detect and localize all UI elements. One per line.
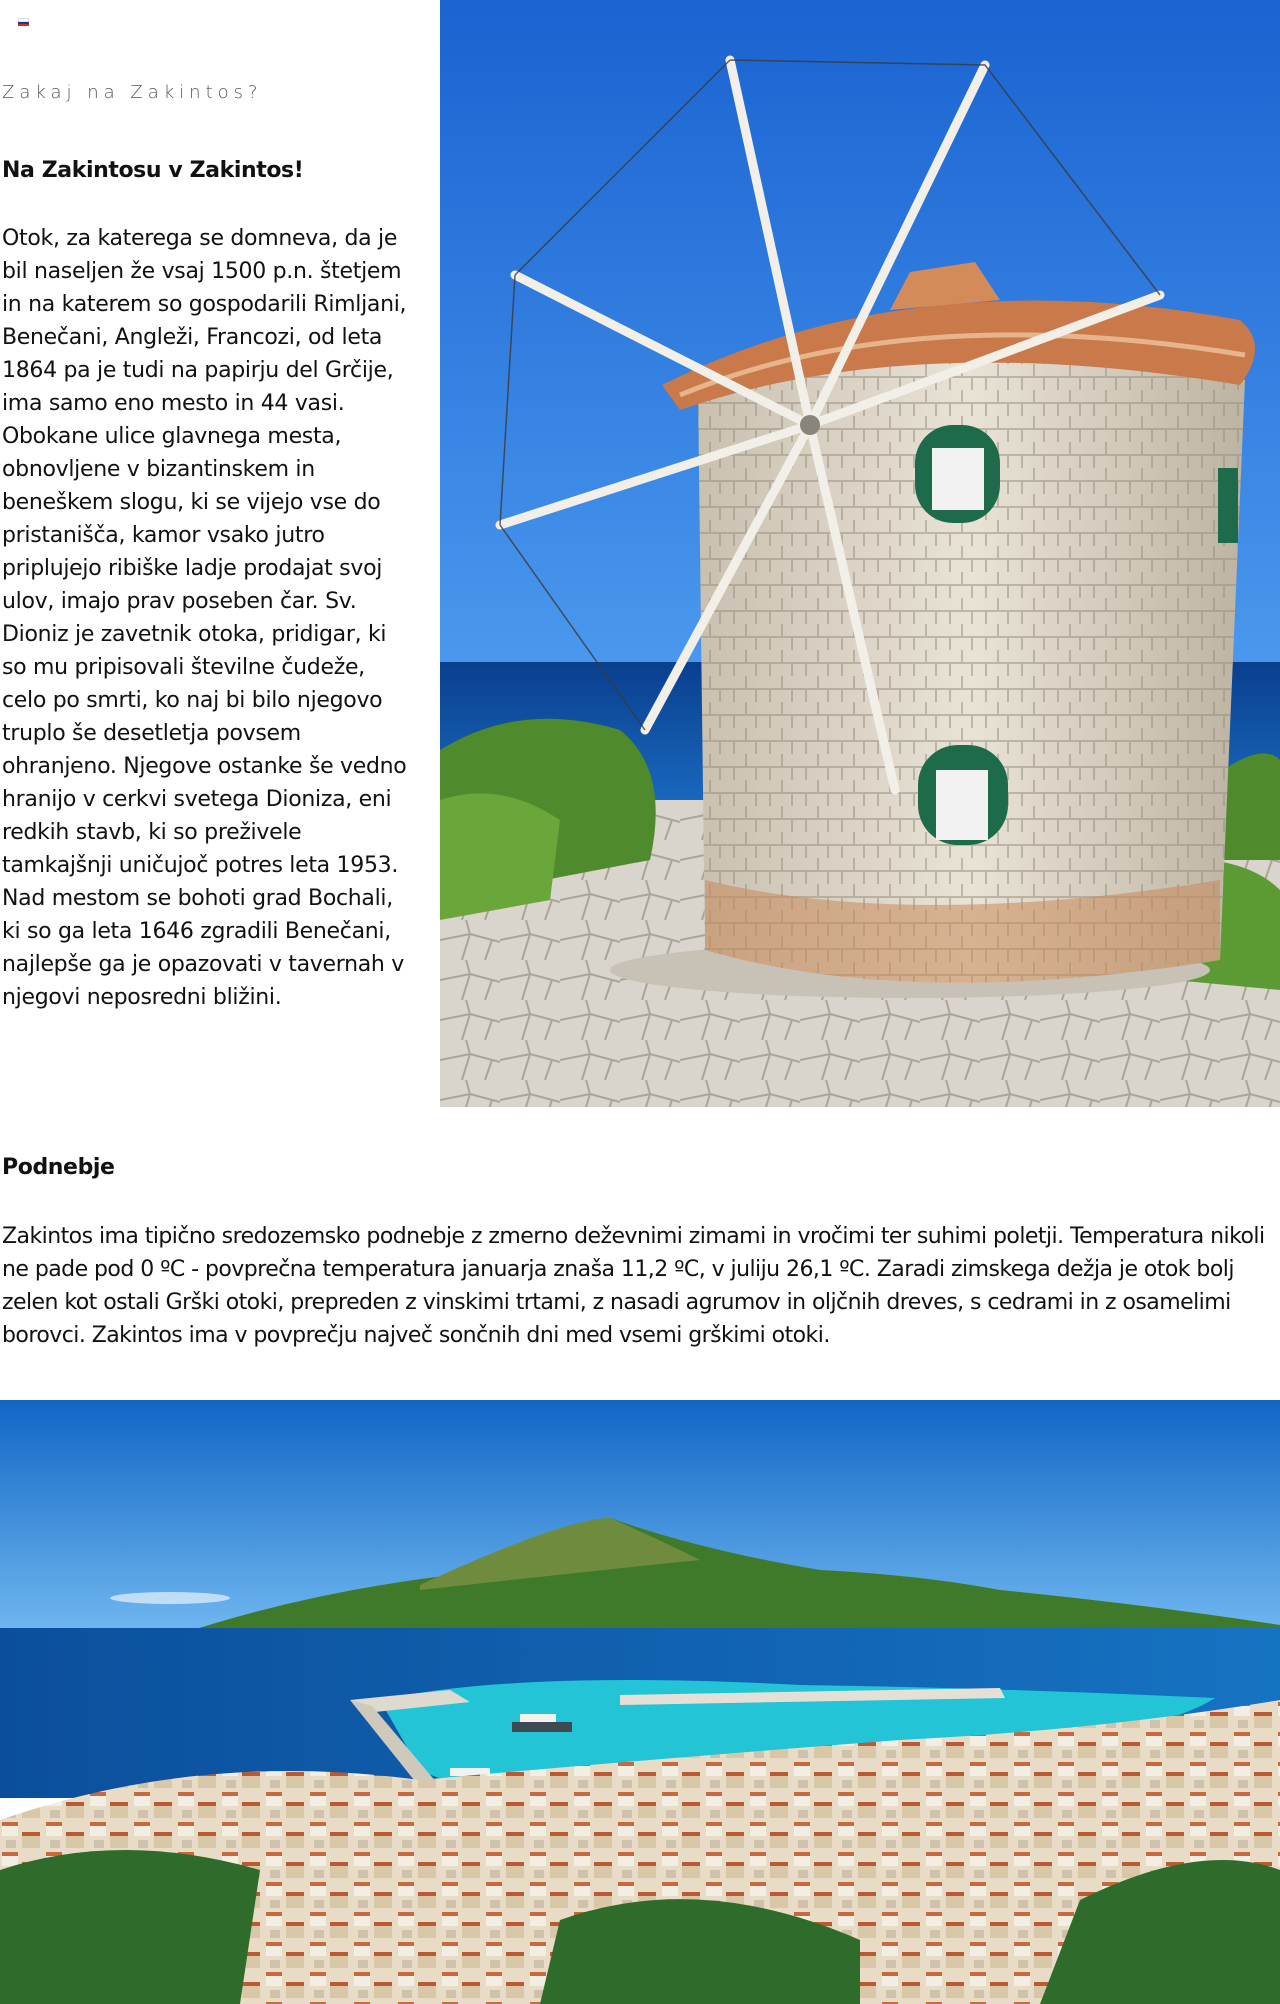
slovenian-flag-icon[interactable] xyxy=(18,18,29,26)
section-eyebrow: Zakaj na Zakintos? xyxy=(2,82,263,103)
harbor-photo xyxy=(0,1400,1280,2004)
harbor-illustration xyxy=(0,1400,1280,2004)
section-title: Na Zakintosu v Zakintos! xyxy=(2,158,304,183)
climate-title: Podnebje xyxy=(2,1155,115,1180)
windmill-illustration xyxy=(440,0,1280,1107)
climate-paragraph: Zakintos ima tipično sredozemsko podnebje z zmerno deževnimi zimami in vročimi ter suhimi poletji. Temperatura nikoli ne pade pod 0 ºC - povprečna temperatura januarja znaša 11,2 ºC, v juliju 26,1 ºC. Zaradi zimskega dežja je otok bolj zelen kot ostali Grški otoki, prepreden z vinskimi trtami, z nasadi agrumov in oljčnih dreves, s cedrami in z osamelimi borovci. Zakintos ima v povprečju največ sončnih dni med vsemi grškimi otoki. xyxy=(2,1224,1265,1348)
intro-paragraph: Otok, za katerega se domneva, da je bil naseljen že vsaj 1500 p.n. štetjem in na katerem so gospodarili Rimljani, Benečani, Angleži, Francozi, od leta 1864 pa je tudi na papirju del Grčije, ima samo eno mesto in 44 vasi. Obokane ulice glavnega mesta, obnovljene v bizantinskem in beneškem slogu, ki se vijejo vse do pristanišča, kamor vsako jutro priplujejo ribiške ladje prodajat svoj ulov, imajo prav poseben čar. Sv. Dioniz je zavetnik otoka, pridigar, ki so mu pripisovali številne čudeže, celo po smrti, ko naj bi bilo njegovo truplo še desetletja povsem ohranjeno. Njegove ostanke še vedno hranijo v cerkvi svetega Dioniza, eni redkih stavb, ki so preživele tamkajšnji uničujoč potres leta 1953. Nad mestom se bohoti grad Bochali, ki so ga leta 1646 zgradili Benečani, najlepše ga je opazovati v tavernah v njegovi neposredni bližini. xyxy=(2,226,407,1010)
windmill-photo xyxy=(440,0,1280,1107)
